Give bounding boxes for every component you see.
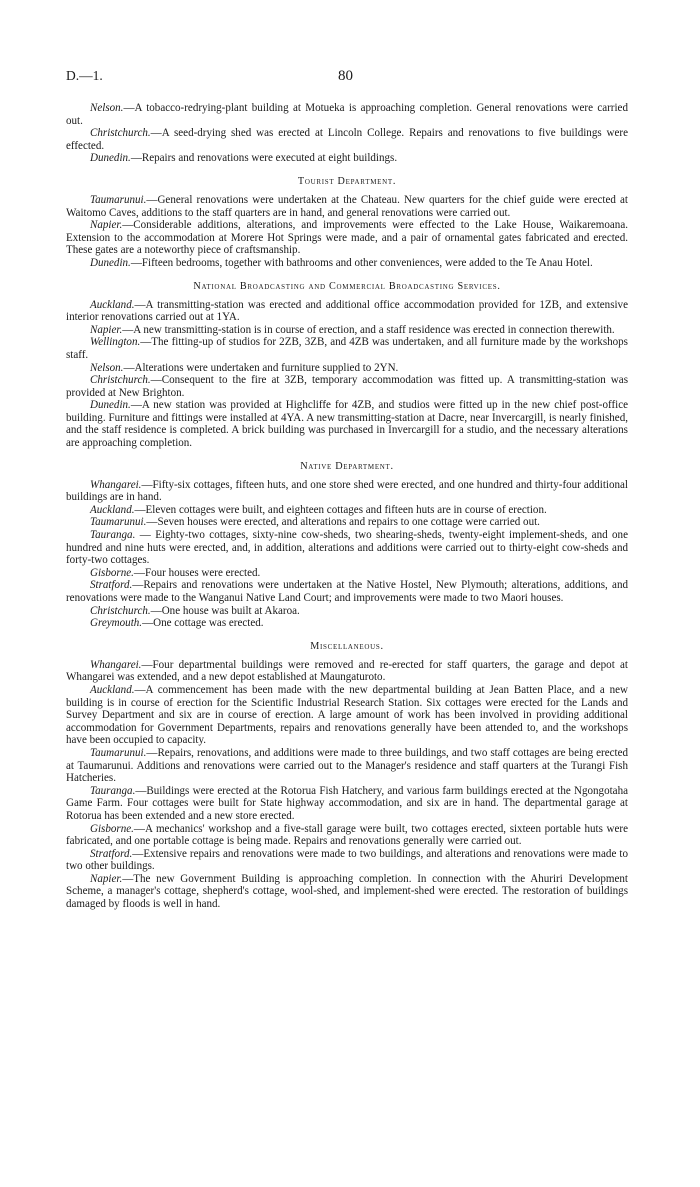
paragraph-text: —A tobacco-redrying-plant building at Motueka is approaching completion. General renovations were carried out.	[66, 102, 628, 127]
place-name: Gisborne.	[90, 822, 134, 835]
paragraph-dunedin	[66, 152, 628, 165]
place-name: Nelson.	[90, 361, 124, 374]
paragraph-text: —Fifteen bedrooms, together with bathrooms and other conveniences, were added to the Te Anau Hotel.	[130, 256, 593, 269]
section-heading-broadcasting: National Broadcasting and Commercial Broadcasting Services.	[193, 280, 501, 292]
place-name: Auckland.	[90, 683, 135, 696]
paragraph-text: —General renovations were undertaken at the Chateau. New quarters for the chief guide were erected at Waitomo Caves, additions to the staff quarters are in hand, and general renovations were carried out.	[66, 193, 628, 219]
paragraph	[66, 516, 628, 529]
paragraph-text: —Eleven cottages were built, and eighteen cottages and fifteen huts are in course of erection.	[134, 503, 547, 516]
place-name: Christchurch.	[90, 127, 151, 140]
paragraph-nelson	[66, 102, 628, 127]
section-heading-miscellaneous: Miscellaneous.	[310, 640, 384, 652]
place-name: Gisborne.	[90, 566, 134, 579]
paragraph	[66, 785, 628, 823]
paragraph-text: —A seed-drying shed was erected at Lincoln College. Repairs and renovations to five buildings were effected.	[66, 127, 628, 152]
place-name: Whangarei.	[90, 658, 142, 671]
place-name: Napier.	[90, 323, 123, 336]
paragraph	[66, 194, 628, 219]
place-name: Tauranga.	[90, 784, 136, 797]
place-name: Christchurch.	[90, 374, 151, 387]
paragraph-text: —Buildings were erected at the Rotorua Fish Hatchery, and various farm buildings erected at the Ngongotaha Game Farm. Four cottages were built for State highway accommodation, and six are in hand. The departmental garage at Rotorua has been extended and a new store erected.	[66, 784, 628, 822]
paragraph	[66, 659, 628, 684]
paragraph	[66, 567, 628, 580]
paragraph	[66, 299, 628, 324]
paragraph-text: —The new Government Building is approaching completion. In connection with the Ahuriri Development Scheme, a manager's cottage, shepherd's cottage, wool-shed, and implement-shed were erected. The restoration of buildings damaged by floods is well in hand.	[66, 872, 628, 911]
page-body	[66, 102, 628, 911]
paragraph-text: —Repairs, renovations, and additions were made to three buildings, and two staff cottages are being erected at Taumarunui. Additions and renovations were carried out to the Manager's residence and staff quarters at the Turangi Fish Hatcheries.	[66, 746, 628, 785]
paragraph-text: —A transmitting-station was erected and additional office accommodation provided for 1ZB, and extensive interior renovations carried out at 1YA.	[66, 298, 628, 324]
paragraph-text: —One cottage was erected.	[142, 617, 264, 630]
document-reference: D.—1.	[66, 68, 103, 83]
paragraph	[66, 219, 628, 257]
paragraph-text: —A new station was provided at Highcliffe for 4ZB, and studios were fitted up in the new chief post-office building. Furniture and fittings were installed at 4YA. A new transmitting-station at Dacre, near Invercargill, is nearly finished, and the staff residence is completed. A brick building was purchased in Invercargill for a studio, and the necessary alterations are approaching completion.	[66, 399, 628, 450]
place-name: Tauranga.	[90, 529, 136, 542]
place-name: Nelson.	[90, 102, 124, 114]
paragraph	[66, 336, 628, 361]
place-name: Taumarunui.	[90, 746, 147, 759]
place-name: Whangarei.	[90, 478, 142, 491]
place-name: Auckland.	[90, 298, 135, 311]
paragraph	[66, 823, 628, 848]
paragraph	[66, 605, 628, 618]
place-name: Christchurch.	[90, 604, 151, 617]
paragraph-christchurch	[66, 127, 628, 152]
paragraph	[66, 399, 628, 449]
page-header	[66, 68, 626, 84]
place-name: Taumarunui.	[90, 193, 147, 206]
paragraph-text: —Considerable additions, alterations, and improvements were effected to the Lake House, Waikaremoana. Extension to the accommodation at Morere Hot Springs were made, and a pair of ornamental gates fabricated and erected. These gates are a noteworthy piece of craftsmanship.	[66, 219, 628, 257]
place-name: Taumarunui.	[90, 516, 147, 529]
paragraph-text: —A new transmitting-station is in course of erection, and a staff residence was erected in connection therewith.	[122, 323, 615, 336]
place-name: Napier.	[90, 872, 123, 885]
place-name: Stratford.	[90, 579, 133, 592]
paragraph-text: —One house was built at Akaroa.	[150, 604, 300, 617]
paragraph	[66, 579, 628, 604]
paragraph	[66, 257, 628, 270]
place-name: Wellington.	[90, 336, 141, 349]
paragraph-text: —The fitting-up of studios for 2ZB, 3ZB, and 4ZB was undertaken, and all furniture made by the workshops staff.	[66, 336, 628, 361]
paragraph	[66, 479, 628, 504]
paragraph-text: —Alterations were undertaken and furniture supplied to 2YN.	[123, 361, 399, 374]
paragraph-text: —A mechanics' workshop and a five-stall garage were built, two cottages erected, sixteen portable huts were fabricated, and one portable cottage is being made. Repairs and renovations generally were carried out.	[66, 822, 628, 848]
place-name: Dunedin.	[90, 256, 131, 269]
paragraph-text: —Extensive repairs and renovations were made to two buildings, and alterations and renovations were made to two other buildings.	[66, 847, 628, 873]
paragraph	[66, 504, 628, 517]
paragraph-text: —Four departmental buildings were removed and re-erected for staff quarters, the garage and depot at Whangarei was extended, and a new depot established at Maungaturoto.	[66, 658, 628, 684]
paragraph	[66, 848, 628, 873]
paragraph	[66, 374, 628, 399]
section-heading-tourist: Tourist Department.	[297, 175, 397, 187]
paragraph-text: — Eighty-two cottages, sixty-nine cow-sheds, two shearing-sheds, twenty-eight implement-sheds, and one hundred and nine huts were erected, and, in addition, alterations and additions were carried out to thirty-eight cow-sheds and forty-two cottages.	[66, 529, 628, 567]
paragraph-text: —Fifty-six cottages, fifteen huts, and one store shed were erected, and one hundred and thirty-four additional buildings are in hand.	[66, 478, 628, 504]
paragraph-text: —Seven houses were erected, and alterations and repairs to one cottage were carried out.	[146, 516, 540, 529]
place-name: Greymouth.	[90, 617, 143, 630]
page-number: 80	[338, 68, 353, 84]
paragraph	[66, 873, 628, 911]
place-name: Stratford.	[90, 847, 133, 860]
section-heading-native: Native Department.	[300, 460, 394, 472]
paragraph	[66, 684, 628, 747]
place-name: Auckland.	[90, 503, 135, 516]
paragraph-text: —Consequent to the fire at 3ZB, temporary accommodation was fitted up. A transmitting-station was provided at New Brighton.	[66, 374, 628, 399]
paragraph	[66, 362, 628, 375]
paragraph	[66, 324, 628, 337]
paragraph-text: —A commencement has been made with the new departmental building at Jean Batten Place, and a new building is in course of erection for the Scientific Industrial Research Station. Six cottages were erected for the Lands and Survey Department and six are in course of erection. A large amount of work has been involved in providing additional accommodation for Government Departments, repairs and renovations generally have been attended to, and the workshops have been occupied to capacity.	[66, 683, 628, 747]
place-name: Dunedin.	[90, 152, 131, 165]
place-name: Dunedin.	[90, 399, 131, 412]
paragraph-text: —Repairs and renovations were executed at eight buildings.	[130, 152, 398, 165]
paragraph	[66, 529, 628, 567]
paragraph-text: —Repairs and renovations were undertaken at the Native Hostel, New Plymouth; alterations, additions, and renovations were made to the Wanganui Native Land Court; and improvements were made to two Maori houses.	[66, 579, 628, 604]
paragraph-text: —Four houses were erected.	[133, 566, 261, 579]
paragraph	[66, 617, 628, 630]
place-name: Napier.	[90, 219, 123, 232]
paragraph	[66, 747, 628, 785]
